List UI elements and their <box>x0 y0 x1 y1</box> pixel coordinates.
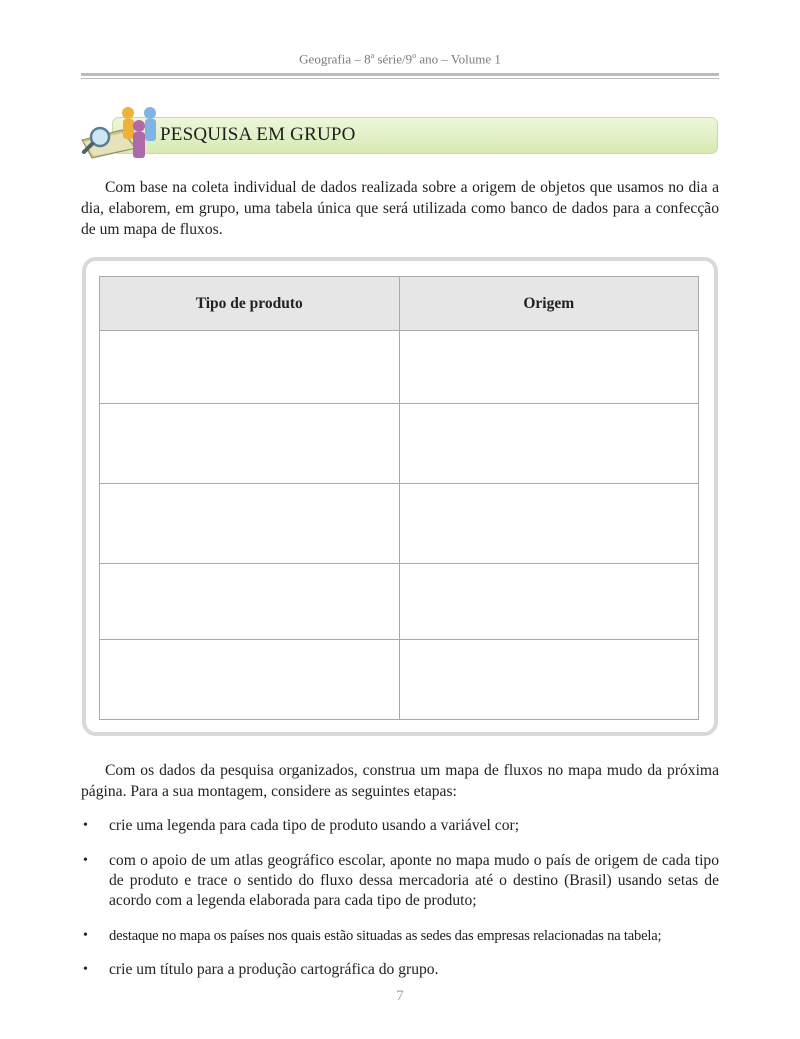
table-cell[interactable] <box>100 331 400 404</box>
table-row <box>100 484 699 564</box>
list-item <box>81 960 719 980</box>
step-text: crie uma legenda para cada tipo de produto usando a variável cor; <box>109 817 520 834</box>
step-text: destaque no mapa os países nos quais estão situadas as sedes das empresas relacionadas na tabela; <box>109 928 662 944</box>
table-cell[interactable] <box>399 564 699 640</box>
table-cell[interactable] <box>399 404 699 484</box>
step-text: crie um título para a produção cartográfica do grupo. <box>109 961 439 978</box>
table-cell[interactable] <box>100 404 400 484</box>
table-header-row <box>100 277 699 331</box>
table-cell[interactable] <box>100 484 400 564</box>
intro-paragraph: Com base na coleta individual de dados realizada sobre a origem de objetos que usamos no dia a dia, elaborem, em grupo, uma tabela única que será utilizada como banco de dados para a confecção de um mapa de fluxos. <box>81 179 719 238</box>
header-rule-thick <box>81 73 719 76</box>
header-rule-thin <box>81 78 719 79</box>
table-cell[interactable] <box>399 331 699 404</box>
page-number: 7 <box>396 988 404 1004</box>
step-text: com o apoio de um atlas geográfico escolar, aponte no mapa mudo o país de origem de cada tipo de produto e trace o sentido do fluxo dessa mercadoria até o destino (Brasil) usando setas de acordo com a legenda elaborada para cada tipo de produto; <box>109 852 719 909</box>
section-title: PESQUISA EM GRUPO <box>160 124 356 145</box>
header-origem: Origem <box>399 277 699 331</box>
bullet-icon: • <box>83 962 88 977</box>
table-row <box>100 640 699 720</box>
group-research-icon <box>78 104 164 162</box>
table-row <box>100 564 699 640</box>
data-table <box>99 276 699 720</box>
list-item <box>81 851 719 911</box>
list-item <box>81 816 719 836</box>
table-row <box>100 404 699 484</box>
table-cell[interactable] <box>100 564 400 640</box>
bullet-icon: • <box>83 853 88 868</box>
header-tipo-de-produto: Tipo de produto <box>100 277 400 331</box>
bullet-icon: • <box>83 818 88 833</box>
table-cell[interactable] <box>100 640 400 720</box>
bullet-icon: • <box>83 928 88 943</box>
table-row <box>100 331 699 404</box>
list-item <box>81 926 719 946</box>
table-cell[interactable] <box>399 484 699 564</box>
running-head: Geografia – 8$^a$ série/9$^o$ ano – Volume 1 <box>299 51 501 67</box>
instructions-paragraph: Com os dados da pesquisa organizados, construa um mapa de fluxos no mapa mudo da próxima página. Para a sua montagem, considere as seguintes etapas: <box>81 762 719 800</box>
table-cell[interactable] <box>399 640 699 720</box>
